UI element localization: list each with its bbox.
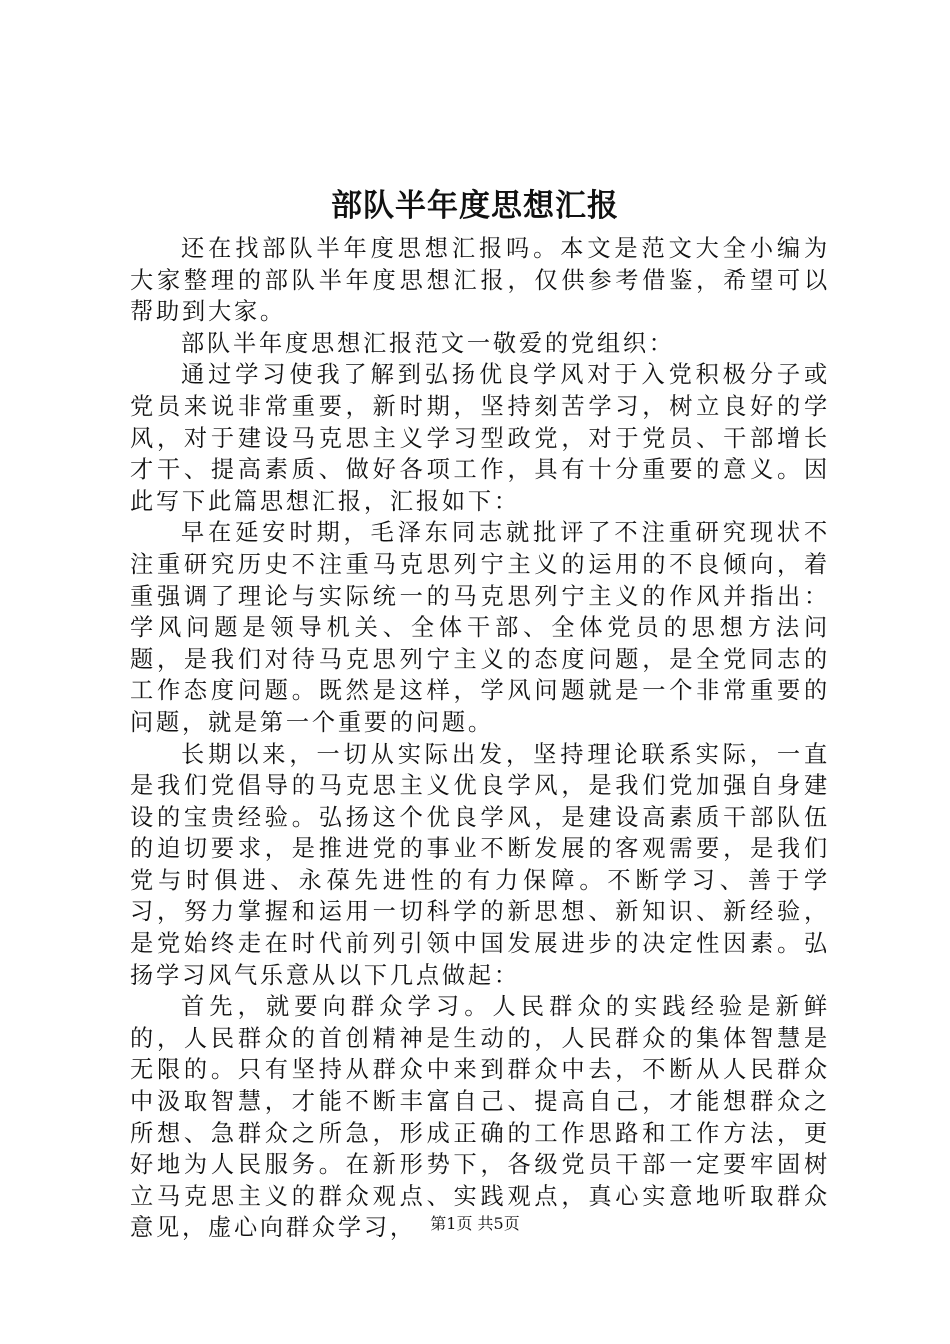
document-title: 部队半年度思想汇报 [331,188,619,224]
document-body [130,233,830,1244]
paragraph: 通过学习使我了解到弘扬优良学风对于入党积极分子或党员来说非常重要，新时期，坚持刻苦学习，树立良好的学风，对于建设马克思主义学习型政党，对于党员、干部增长才干、提高素质、做好各项工作，具有十分重要的意义。因此写下此篇思想汇报，汇报如下： [130,361,830,515]
paragraph: 首先，就要向群众学习。人民群众的实践经验是新鲜的，人民群众的首创精神是生动的，人民群众的集体智慧是无限的。只有坚持从群众中来到群众中去，不断从人民群众中汲取智慧，才能不断丰富自己、提高自己，才能想群众之所想、急群众之所急，形成正确的工作思路和工作方法，更好地为人民服务。在新形势下，各级党员干部一定要牢固树立马克思主义的群众观点、实践观点，真心实意地听取群众意见，虚心向群众学习， [130,993,830,1242]
paragraph: 长期以来，一切从实际出发，坚持理论联系实际，一直是我们党倡导的马克思主义优良学风，是我们党加强自身建设的宝贵经验。弘扬这个优良学风，是建设高素质干部队伍的迫切要求，是推进党的事业不断发展的客观需要，是我们党与时俱进、永葆先进性的有力保障。不断学习、善于学习，努力掌握和运用一切科学的新思想、新知识、新经验，是党始终走在时代前列引领中国发展进步的决定性因素。弘扬学习风气乐意从以下几点做起： [130,740,830,989]
paragraph: 部队半年度思想汇报范文一敬爱的党组织： [181,329,675,357]
paragraph: 还在找部队半年度思想汇报吗。本文是范文大全小编为大家整理的部队半年度思想汇报，仅供参考借鉴，希望可以帮助到大家。 [130,235,830,326]
page-footer: 第1页 共5页 [430,1214,520,1233]
paragraph: 早在延安时期，毛泽东同志就批评了不注重研究现状不注重研究历史不注重马克思列宁主义的运用的不良倾向，着重强调了理论与实际统一的马克思列宁主义的作风并指出：学风问题是领导机关、全体干部、全体党员的思想方法问题，是我们对待马克思列宁主义的态度问题，是全党同志的工作态度问题。既然是这样，学风问题就是一个非常重要的问题，就是第一个重要的问题。 [130,519,830,736]
